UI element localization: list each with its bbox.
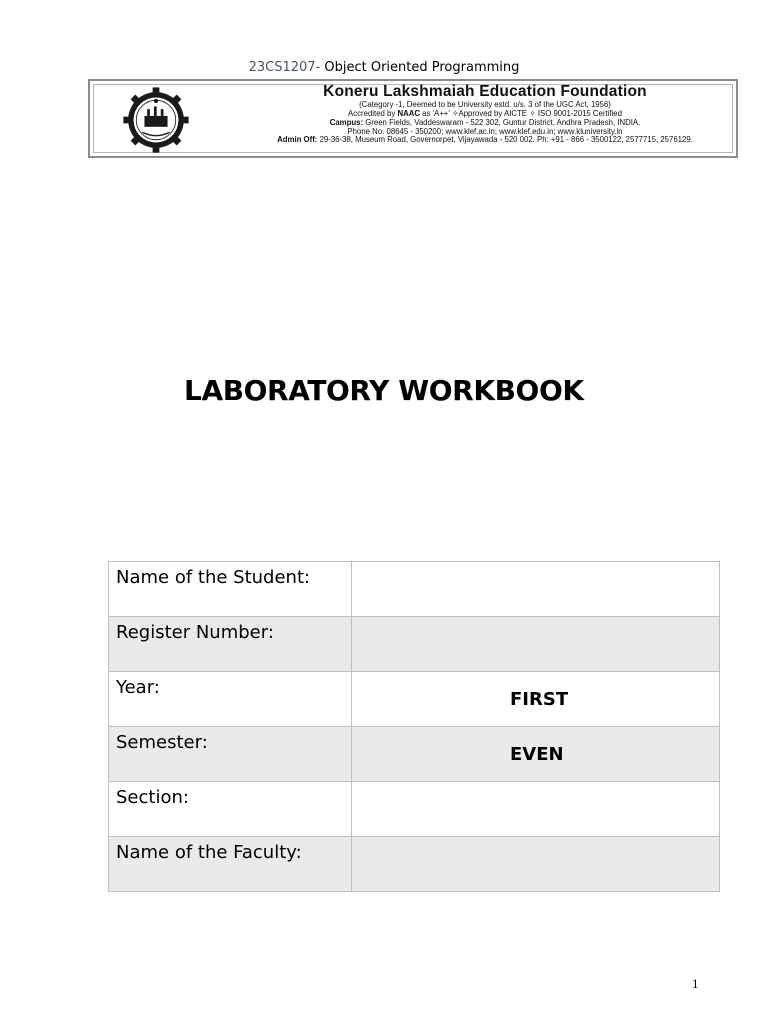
table-row xyxy=(109,617,720,672)
course-header xyxy=(0,60,768,75)
banner-text xyxy=(230,83,740,145)
row-value-text: EVEN xyxy=(510,744,564,765)
phone-line: Phone No. 08645 - 350200; www.klef.ac.in; www.klef.edu.in; www.kluniversity.in xyxy=(347,126,623,136)
org-name: Koneru Lakshmaiah Education Foundation xyxy=(323,83,647,100)
row-value xyxy=(352,837,720,892)
row-label: Register Number: xyxy=(109,617,352,672)
course-code: 23CS1207- xyxy=(248,60,321,75)
campus-address: Green Fields, Vaddeswaram - 522 302, Guntur District, Andhra Pradesh, INDIA. xyxy=(363,117,641,127)
institution-banner xyxy=(88,79,738,158)
campus-label: Campus: xyxy=(329,117,364,127)
row-value-text: FIRST xyxy=(510,689,569,710)
row-value xyxy=(352,672,720,727)
row-label: Year: xyxy=(109,672,352,727)
row-value xyxy=(352,562,720,617)
row-label: Name of the Student: xyxy=(109,562,352,617)
course-name: Object Oriented Programming xyxy=(320,60,520,75)
admin-label: Admin Off: xyxy=(277,135,318,145)
category-line: (Category -1, Deemed to be University estd. u/s. 3 of the UGC Act, 1956) xyxy=(359,100,611,110)
table-row xyxy=(109,672,720,727)
row-value xyxy=(352,617,720,672)
admin-address: 29-36-38, Museum Road, Governorpet, Vijayawada - 520 002. Ph: +91 - 866 - 3500122, 2577715, 2576129. xyxy=(317,135,693,145)
table-row xyxy=(109,782,720,837)
workbook-title: LABORATORY WORKBOOK xyxy=(184,374,584,407)
table-row xyxy=(109,562,720,617)
row-value-text xyxy=(352,562,719,579)
table-row xyxy=(109,837,720,892)
row-value-text xyxy=(352,837,719,854)
row-value-text xyxy=(352,617,719,634)
student-info-table xyxy=(108,561,720,892)
accreditation-naac: NAAC xyxy=(397,109,420,119)
page-number: 1 xyxy=(692,976,699,991)
table-row xyxy=(109,727,720,782)
accreditation-rest: as 'A++' ✧Approved by AICTE ✧ ISO 9001-2015 Certified xyxy=(419,109,622,119)
university-seal-logo xyxy=(122,86,190,154)
row-value-text xyxy=(352,782,719,799)
row-value xyxy=(352,782,720,837)
row-value xyxy=(352,727,720,782)
row-label: Section: xyxy=(109,782,352,837)
row-label: Semester: xyxy=(109,727,352,782)
admin-line xyxy=(230,136,740,145)
accreditation-prefix: Accredited by xyxy=(348,109,398,119)
row-label: Name of the Faculty: xyxy=(109,837,352,892)
